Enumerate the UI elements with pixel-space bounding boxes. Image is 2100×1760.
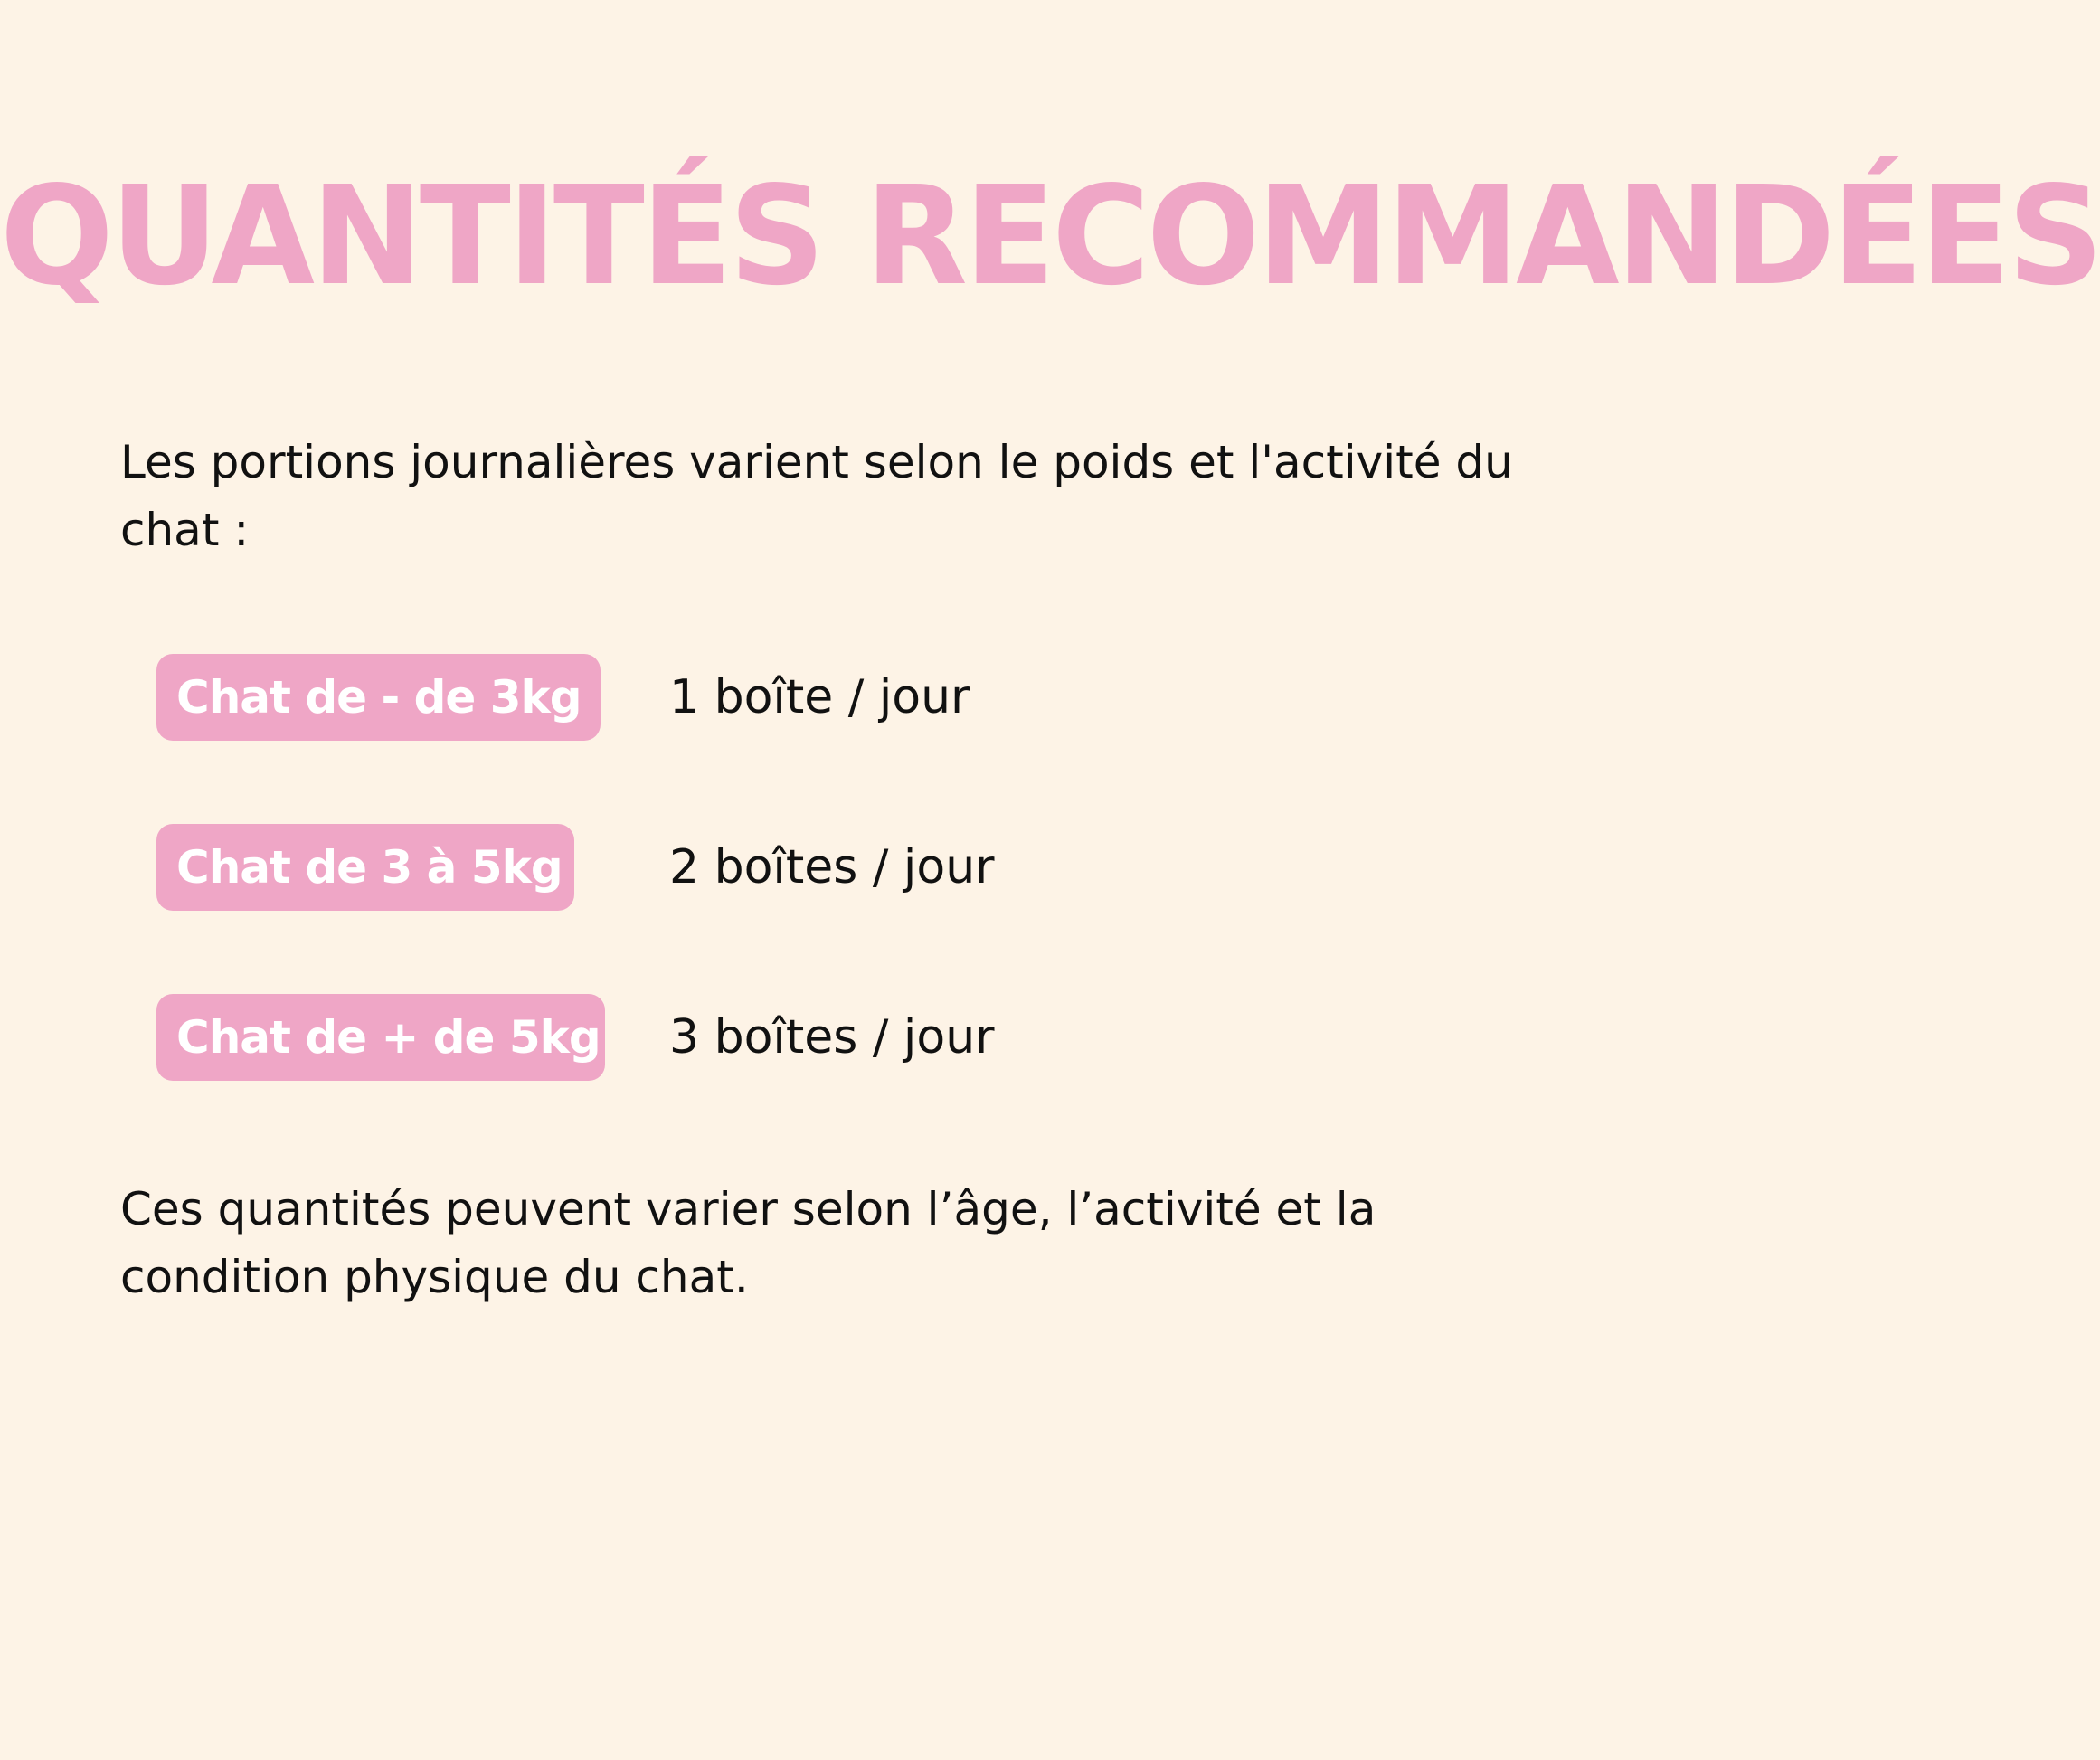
weight-badge: Chat de 3 à 5kg — [156, 824, 574, 911]
page-title: QUANTITÉS RECOMMANDÉES — [0, 156, 2100, 316]
portion-quantity: 3 boîtes / jour — [669, 1010, 995, 1065]
portion-quantity: 1 boîte / jour — [669, 670, 970, 724]
portion-row — [156, 824, 995, 911]
weight-badge: Chat de - de 3kg — [156, 654, 601, 741]
outro-paragraph: Ces quantités peuvent varier selon l’âge, l’activité et la condition physique du chat. — [120, 1183, 1376, 1303]
weight-badge: Chat de + de 5kg — [156, 994, 605, 1081]
portion-quantity: 2 boîtes / jour — [669, 840, 995, 894]
portion-row — [156, 994, 995, 1081]
portion-row — [156, 654, 970, 741]
intro-paragraph: Les portions journalières varient selon le poids et l'activité du chat : — [120, 436, 1513, 556]
